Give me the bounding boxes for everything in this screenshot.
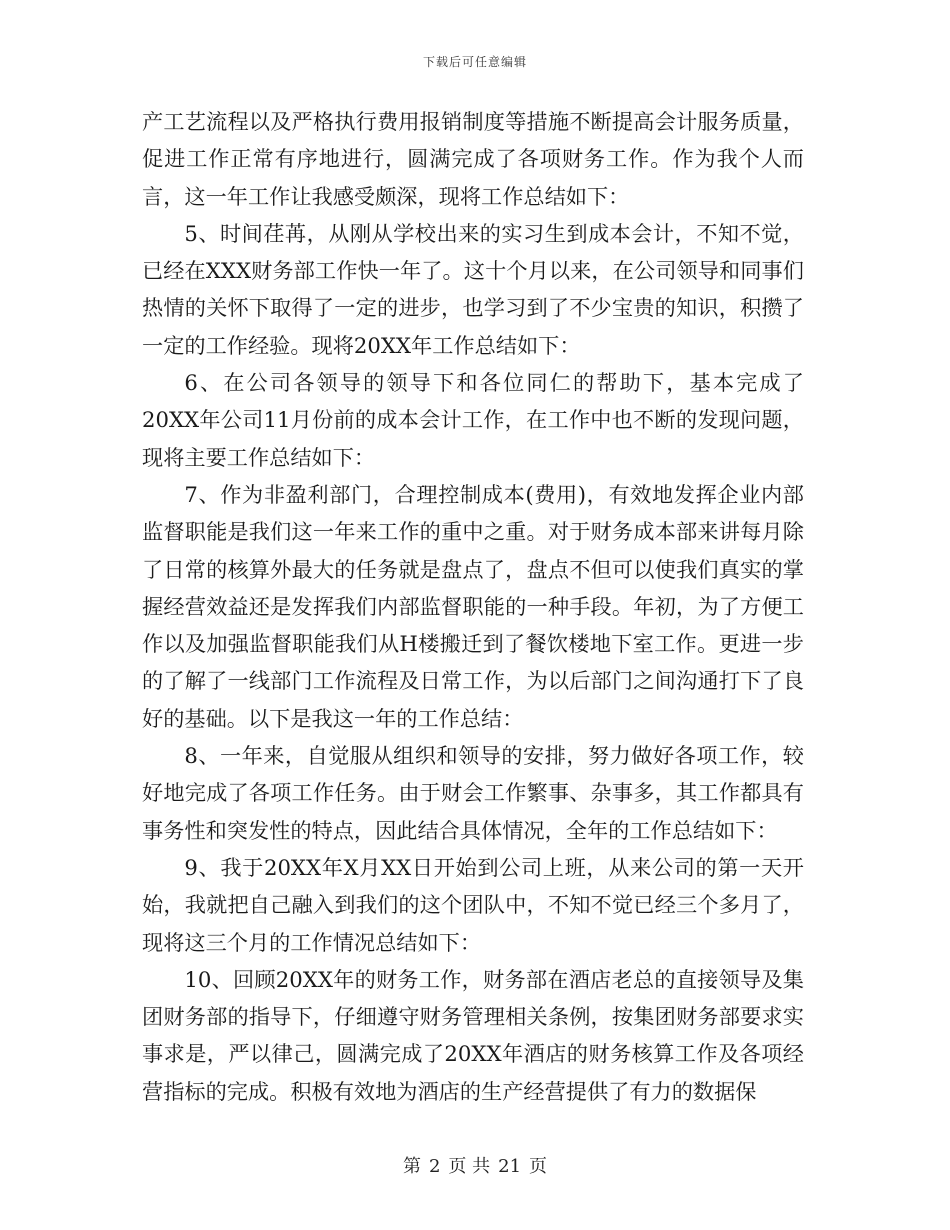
footer-prefix: 第 xyxy=(402,1156,421,1177)
page-total: 21 xyxy=(498,1156,522,1177)
paragraph-item-5: 5、时间荏苒，从刚从学校出来的实习生到成本会计，不知不觉，已经在XXX财务部工作快一年了。这十个月以来，在公司领导和同事们热情的关怀下取得了一定的进步，也学习到了不少宝贵的知识，积攒了一定的工作经验。现将20XX年工作总结如下： xyxy=(142,220,804,358)
page-footer xyxy=(0,1152,950,1178)
paragraph-item-9: 9、我于20XX年X月XX日开始到公司上班，从来公司的第一天开始，我就把自己融入到我们的这个团队中，不知不觉已经三个多月了，现将这三个月的工作情况总结如下： xyxy=(142,854,804,955)
header-note: 下载后可任意编辑 xyxy=(422,55,527,69)
page-number: 2 xyxy=(428,1156,441,1177)
paragraph-item-6: 6、在公司各领导的领导下和各位同仁的帮助下，基本完成了20XX年公司11月份前的成本会计工作，在工作中也不断的发现问题，现将主要工作总结如下： xyxy=(142,370,804,470)
paragraph-item-7: 7、作为非盈利部门，合理控制成本(费用)，有效地发挥企业内部监督职能是我们这一年来工作的重中之重。对于财务成本部来讲每月除了日常的核算外最大的任务就是盘点了，盘点不但可以使我们真实的掌握经营效益还是发挥我们内部监督职能的一种手段。年初，为了方便工作以及加强监督职能我们从H楼搬迁到了餐饮楼地下室工作。更进一步的了解了一线部门工作流程及日常工作，为以后部门之间沟通打下了良好的基础。以下是我这一年的工作总结： xyxy=(142,481,804,731)
paragraph-item-8: 8、一年来，自觉服从组织和领导的安排，努力做好各项工作，较好地完成了各项工作任务。由于财会工作繁事、杂事多，其工作都具有事务性和突发性的特点，因此结合具体情况，全年的工作总结如下： xyxy=(142,743,804,843)
footer-middle: 页 共 xyxy=(448,1156,491,1177)
paragraph-item-10: 10、回顾20XX年的财务工作，财务部在酒店老总的直接领导及集团财务部的指导下，仔细遵守财务管理相关条例，按集团财务部要求实事求是，严以律己，圆满完成了20XX年酒店的财务核算工作及各项经营指标的完成。积极有效地为酒店的生产经营提供了有力的数据保 xyxy=(142,966,804,1104)
paragraph-continuation: 产工艺流程以及严格执行费用报销制度等措施不断提高会计服务质量，促进工作正常有序地进行，圆满完成了各项财务工作。作为我个人而言，这一年工作让我感受颇深，现将工作总结如下： xyxy=(142,109,804,209)
document-body xyxy=(142,103,804,1110)
footer-suffix: 页 xyxy=(529,1156,548,1177)
